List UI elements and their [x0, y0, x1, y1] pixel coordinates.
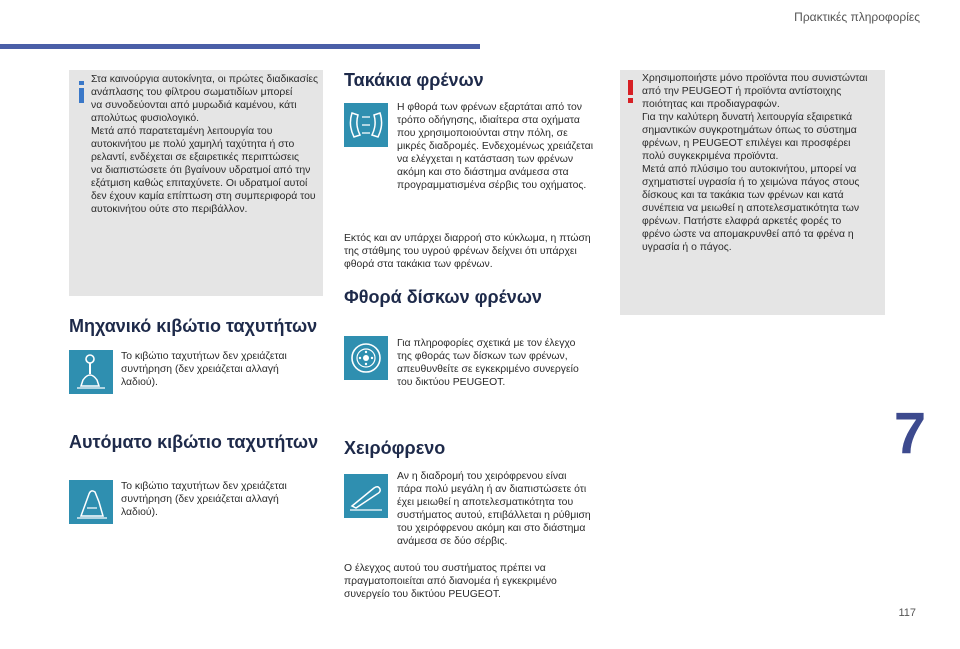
- brake-pads-title: Τακάκια φρένων: [344, 70, 484, 90]
- manual-gearbox-title: Μηχανικό κιβώτιο ταχυτήτων: [69, 316, 318, 336]
- automatic-gear-selector-icon: [69, 480, 113, 524]
- brake-pads-text: Η φθορά των φρένων εξαρτάται από τον τρόπο οδήγησης, ιδιαίτερα στα οχήματα που χρησιμοποιούνται στην πόλη, σε μικρές διαδρομές. Ενδεχομένως χρειάζεται να ελέγχεται η κατάσταση των φρένων ακόμη και στο διάστημα ανάμεσα στα προγραμματισμένα σέρβις του οχήματος.: [397, 102, 594, 191]
- brake-pads-extra-text: Εκτός και αν υπάρχει διαρροή στο κύκλωμα, η πτώση της στάθμης του υγρού φρένων δείχνει ότι υπάρχει φθορά στα τακάκια των φρένων.: [344, 233, 591, 270]
- warning-icon: [627, 80, 635, 104]
- brake-disc-icon: [344, 336, 388, 380]
- handbrake-text: Αν η διαδρομή του χειρόφρενου είναι πάρα πολύ μεγάλη ή αν διαπιστώσετε ότι έχει μειωθεί η αποτελεσματικότητα του συστήματος αυτού, επιβάλλεται η ρύθμιση του χειρόφρενου ακόμη και στο διάστημα ανάμεσα σε δύο σέρβις.: [397, 471, 591, 547]
- brake-discs-text: Για πληροφορίες σχετικά με τον έλεγχο της φθοράς των δίσκων των φρένων, απευθυνθείτε σε εγκεκριμένο συνεργείο του δικτύου PEUGEOT.: [397, 338, 579, 388]
- info-icon: [78, 81, 86, 103]
- handbrake-extra-text: Ο έλεγχος αυτού του συστήματος πρέπει να πραγματοποιείται από διανομέα ή εγκεκριμένο συνεργείο του δικτύου PEUGEOT.: [344, 563, 557, 600]
- manual-gearbox-text: Το κιβώτιο ταχυτήτων δεν χρειάζεται συντήρηση (δεν χρειάζεται αλλαγή λαδιού).: [121, 351, 287, 388]
- chapter-number: 7: [893, 401, 927, 466]
- info-note-text: Στα καινούργια αυτοκίνητα, οι πρώτες διαδικασίες ανάπλασης του φίλτρου σωματιδίων μπορεί να συνοδεύονται από μυρωδιά καμένου, κάτι απολύτως φυσιολογικό. Μετά από παρατεταμένη λειτουργία του αυτοκινήτου με πολύ χαμηλή ταχύτητα ή στο ρελαντί, ενδέχεται σε εξαιρετικές περιπτώσεις να διαπιστώσετε ότι βγαίνουν υδρατμοί από την εξάτμιση καθώς επιταχύνετε. Οι υδρατμοί αυτοί δεν έχουν καμία επίπτωση στη συμπεριφορά του αυτοκινήτου ούτε στο περιβάλλον.: [91, 74, 319, 215]
- warning-note-text: Χρησιμοποιήστε μόνο προϊόντα που συνιστώνται από την PEUGEOT ή προϊόντα αντίστοιχης ποιότητας και προδιαγραφών. Για την καλύτερη δυνατή λειτουργία εξαιρετικά σημαντικών συγκροτημάτων όπως το σύστημα φρένων, η PEUGEOT επιλέγει και προσφέρει πολύ συγκεκριμένα προϊόντα. Μετά από πλύσιμο του αυτοκινήτου, μπορεί να σχηματιστεί υγρασία ή το χειμώνα πάγος στους δίσκους και τα τακάκια των φρένων και κατά συνέπεια να μειωθεί η αποτελεσματικότητα των φρένων. Πατήστε ελαφρά αρκετές φορές το φρένο ώστε να απομακρυνθεί από τα φρένα η υγρασία ή ο πάγος.: [642, 73, 868, 253]
- handbrake-title: Χειρόφρενο: [344, 438, 446, 458]
- auto-gearbox-title: Αυτόματο κιβώτιο ταχυτήτων: [69, 432, 319, 452]
- manual-gear-stick-icon: [69, 350, 113, 394]
- brake-discs-title: Φθορά δίσκων φρένων: [344, 287, 542, 307]
- page-number: 117: [898, 607, 916, 619]
- top-accent-bar: [0, 44, 480, 49]
- handbrake-icon: [344, 474, 388, 518]
- chapter-header: Πρακτικές πληροφορίες: [794, 10, 920, 24]
- auto-gearbox-text: Το κιβώτιο ταχυτήτων δεν χρειάζεται συντήρηση (δεν χρειάζεται αλλαγή λαδιού).: [121, 481, 287, 518]
- brake-pads-icon: [344, 103, 388, 147]
